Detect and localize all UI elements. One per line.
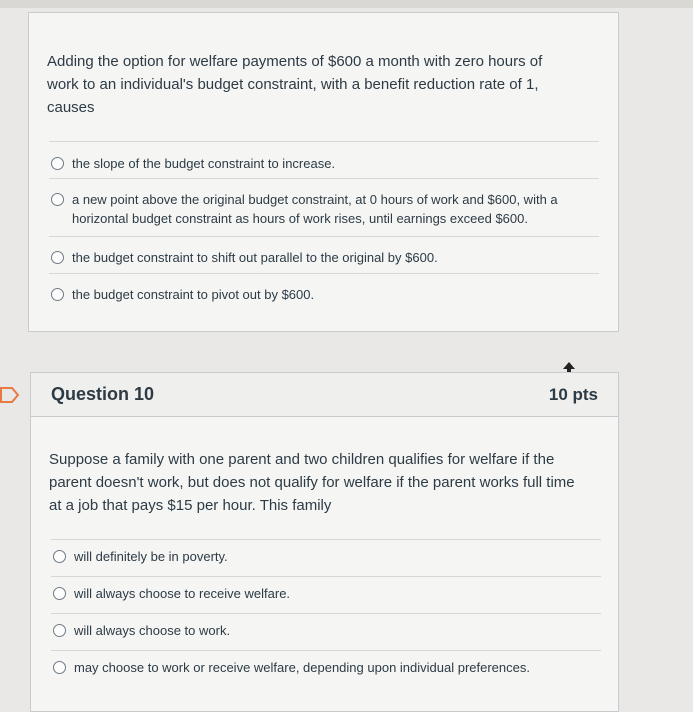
radio-button[interactable] — [51, 251, 64, 264]
divider — [49, 141, 599, 142]
question-points: 10 pts — [548, 384, 598, 404]
q10-answer-2-label: will always choose to receive welfare. — [74, 586, 291, 601]
divider — [49, 178, 599, 179]
question-9-card — [28, 12, 619, 332]
radio-button[interactable] — [53, 550, 66, 563]
q10-answer-4-label: may choose to work or receive welfare, depending upon individual preferences. — [74, 660, 530, 675]
divider — [49, 273, 599, 274]
divider — [51, 576, 601, 577]
q9-answer-2-label: a new point above the original budget constraint, at 0 hours of work and $600, with a horizontal budget constraint as hours of work rises, until earnings exceed $600. — [72, 192, 558, 226]
q10-answer-1-label: will definitely be in poverty. — [74, 549, 228, 564]
top-strip — [0, 0, 693, 8]
radio-button[interactable] — [51, 193, 64, 206]
question-9-prompt: Adding the option for welfare payments of $600 a month with zero hours of work to an individual's budget constraint, with a benefit reduction rate of 1, causes — [47, 53, 543, 116]
q9-answer-4[interactable] — [51, 285, 599, 304]
bookmark-flag-icon[interactable] — [0, 385, 20, 405]
divider — [51, 650, 601, 651]
radio-button[interactable] — [51, 288, 64, 301]
q10-answer-3[interactable] — [53, 621, 601, 640]
q10-answer-4[interactable] — [53, 658, 601, 677]
radio-button[interactable] — [51, 157, 64, 170]
q9-answer-3-label: the budget constraint to shift out parallel to the original by $600. — [72, 250, 438, 265]
divider — [49, 236, 599, 237]
question-10-card — [30, 372, 619, 712]
q9-answer-1-label: the slope of the budget constraint to increase. — [72, 156, 336, 171]
q10-answer-1[interactable] — [53, 547, 601, 566]
question-title: Question 10 — [51, 384, 155, 404]
q10-answer-2[interactable] — [53, 584, 601, 603]
q9-answer-3[interactable] — [51, 248, 599, 267]
radio-button[interactable] — [53, 587, 66, 600]
q9-answer-4-label: the budget constraint to pivot out by $600. — [72, 287, 315, 302]
q10-answer-3-label: will always choose to work. — [74, 623, 231, 638]
question-10-prompt: Suppose a family with one parent and two children qualifies for welfare if the parent doesn't work, but does not qualify for welfare if the parent works full time at a job that pays $15 per hour. This family — [49, 451, 575, 514]
divider — [51, 613, 601, 614]
radio-button[interactable] — [53, 624, 66, 637]
radio-button[interactable] — [53, 661, 66, 674]
divider — [51, 539, 601, 540]
q9-answer-1[interactable] — [51, 154, 599, 173]
question-10-header — [31, 373, 618, 417]
q9-answer-2[interactable] — [51, 190, 599, 228]
